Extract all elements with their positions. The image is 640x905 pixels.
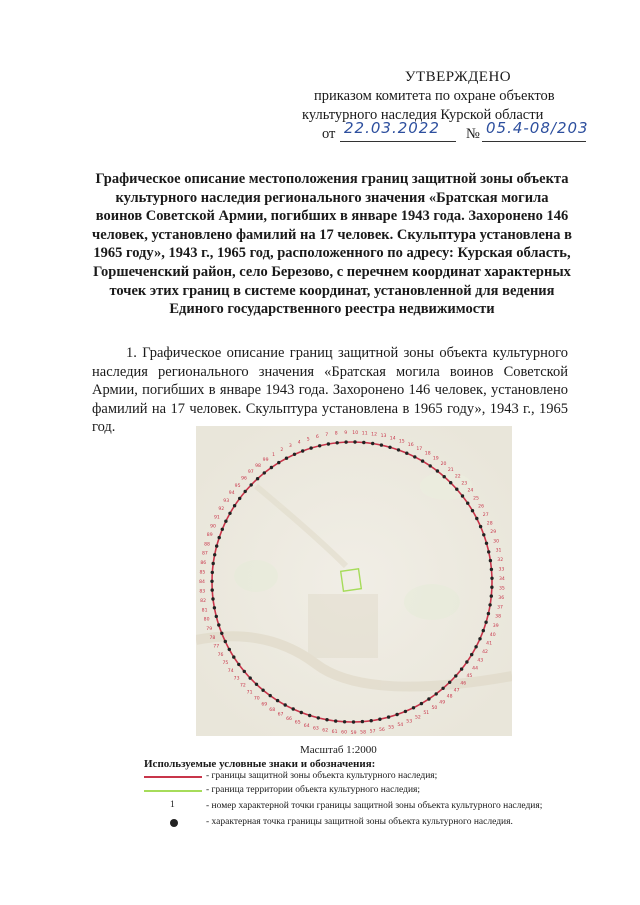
boundary-point <box>482 629 485 632</box>
boundary-point <box>475 517 478 520</box>
boundary-point <box>404 710 407 713</box>
boundary-point-number: 33 <box>498 567 505 573</box>
boundary-point-number: 18 <box>424 451 431 457</box>
boundary-point-number: 5 <box>306 437 310 443</box>
boundary-point-number: 26 <box>478 504 485 510</box>
boundary-point <box>413 455 416 458</box>
boundary-point <box>429 464 432 467</box>
boundary-point <box>490 568 493 571</box>
legend-item-boundary <box>144 770 564 784</box>
boundary-point <box>461 494 464 497</box>
section-1-paragraph <box>92 344 568 440</box>
boundary-point <box>427 697 430 700</box>
boundary-point-number: 46 <box>460 681 467 687</box>
boundary-point-number: 7 <box>325 432 329 438</box>
boundary-point-number: 34 <box>498 576 505 582</box>
boundary-point <box>211 588 214 591</box>
boundary-point-number: 48 <box>446 694 453 700</box>
boundary-point <box>233 504 236 507</box>
approval-line-2: культурного наследия Курской области <box>302 107 544 123</box>
boundary-point-number: 13 <box>380 434 387 440</box>
boundary-point <box>489 559 492 562</box>
boundary-point-number: 42 <box>482 650 488 656</box>
boundary-point <box>244 490 247 493</box>
legend-text-boundary: - границы защитной зоны объекта культурного наследия; <box>206 771 438 781</box>
boundary-point <box>405 452 408 455</box>
boundary-point <box>261 689 264 692</box>
boundary-point-number: 57 <box>369 729 376 735</box>
boundary-point <box>441 687 444 690</box>
boundary-point <box>460 667 463 670</box>
boundary-point <box>470 653 473 656</box>
number-label: № <box>466 126 480 142</box>
boundary-point-number: 22 <box>454 474 461 480</box>
boundary-point <box>301 449 304 452</box>
boundary-point <box>277 461 280 464</box>
approval-order-row <box>300 119 590 145</box>
boundary-point-number: 67 <box>277 712 284 718</box>
approval-line-1: приказом комитета по охране объектов <box>314 88 555 104</box>
boundary-point <box>352 720 355 723</box>
boundary-point <box>484 621 487 624</box>
boundary-point <box>263 471 266 474</box>
boundary-point-number: 25 <box>473 496 479 502</box>
boundary-point-number: 59 <box>350 730 357 736</box>
approval-block <box>300 68 590 145</box>
boundary-point <box>232 655 235 658</box>
boundary-point-number: 15 <box>398 439 405 445</box>
boundary-point <box>309 446 312 449</box>
boundary-point-number: 37 <box>497 605 503 611</box>
boundary-point-number: 91 <box>213 515 220 521</box>
boundary-point-number: 79 <box>206 626 213 632</box>
boundary-point <box>224 640 227 643</box>
boundary-point-number: 10 <box>352 430 359 436</box>
boundary-point-number: 43 <box>477 658 484 664</box>
boundary-point <box>238 497 241 500</box>
boundary-point-number: 39 <box>492 623 499 629</box>
boundary-point <box>215 544 218 547</box>
boundary-point <box>269 694 272 697</box>
boundary-point <box>237 663 240 666</box>
boundary-point-number: 14 <box>389 436 396 442</box>
boundary-point <box>249 676 252 679</box>
boundary-point-number: 76 <box>217 653 224 658</box>
boundary-point-number: 78 <box>209 635 216 641</box>
boundary-point <box>343 720 346 723</box>
boundary-point-number: 60 <box>341 730 348 736</box>
boundary-point <box>395 713 398 716</box>
boundary-point-number: 70 <box>253 696 260 702</box>
boundary-point-number: 41 <box>486 641 493 647</box>
boundary-map <box>196 426 512 736</box>
boundary-point <box>488 603 491 606</box>
map-scale: Масштаб 1:2000 <box>300 744 377 756</box>
boundary-point <box>412 706 415 709</box>
boundary-point-number: 99 <box>262 458 269 464</box>
boundary-point-number: 28 <box>486 521 493 527</box>
boundary-point-number: 90 <box>210 524 216 530</box>
boundary-point <box>435 692 438 695</box>
boundary-point <box>215 615 218 618</box>
boundary-point <box>353 440 356 443</box>
boundary-point-number: 47 <box>453 688 460 694</box>
boundary-point <box>224 520 227 523</box>
boundary-point-number: 38 <box>495 614 502 620</box>
order-date: 22.03.2022 <box>344 119 440 137</box>
boundary-point-number: 8 <box>334 431 338 437</box>
boundary-point <box>371 442 374 445</box>
from-label: от <box>322 126 336 142</box>
boundary-point <box>308 714 311 717</box>
boundary-point <box>218 536 221 539</box>
boundary-point <box>293 453 296 456</box>
boundary-point <box>387 715 390 718</box>
section-1-text: 1. Графическое описание границ защитной зоны объекта культурного наследия регионального значения «Братская могила воинов Советской Армии, погибших в январе 1943 года. Захоронено 146 человек, установлено фамилий на 17 человек. Скульптура установлена в 1965 году», 1943 г., 1965 год. <box>92 345 568 436</box>
boundary-point <box>421 459 424 462</box>
order-number: 05.4-08/203 <box>486 119 589 137</box>
legend-text-territory: - граница территории объекта культурного наследия; <box>206 785 421 795</box>
legend-item-dot <box>144 816 564 830</box>
boundary-point-number: 95 <box>234 483 241 489</box>
boundary-point-number: 64 <box>303 723 310 729</box>
boundary-point-number: 82 <box>200 599 207 604</box>
boundary-point <box>436 469 439 472</box>
boundary-point-number: 44 <box>472 666 479 672</box>
boundary-point-number: 92 <box>218 507 225 513</box>
green-line-symbol <box>144 790 202 792</box>
boundary-point <box>380 443 383 446</box>
boundary-point-number: 23 <box>461 481 468 487</box>
boundary-point <box>443 475 446 478</box>
approval-heading: УТВЕРЖДЕНО <box>404 69 512 85</box>
red-line-symbol <box>144 776 202 778</box>
boundary-point-number: 62 <box>322 728 329 734</box>
boundary-point-number: 73 <box>233 676 240 682</box>
legend-item-number <box>144 800 564 814</box>
boundary-point-number: 71 <box>246 690 253 696</box>
boundary-point <box>466 502 469 505</box>
boundary-point <box>217 623 220 626</box>
number-underline <box>482 141 586 142</box>
boundary-point-number: 68 <box>269 707 276 713</box>
point-number-symbol: 1 <box>170 800 175 810</box>
boundary-point <box>292 707 295 710</box>
boundary-point <box>213 606 216 609</box>
boundary-point-number: 56 <box>378 727 385 733</box>
boundary-point <box>370 719 373 722</box>
boundary-point <box>228 648 231 651</box>
boundary-point-number: 72 <box>239 683 246 689</box>
boundary-point-number: 63 <box>312 726 319 732</box>
boundary-point-number: 16 <box>407 442 414 448</box>
legend-item-territory <box>144 784 564 798</box>
boundary-point <box>334 719 337 722</box>
boundary-point-number: 6 <box>315 434 319 440</box>
boundary-point-number: 50 <box>431 706 438 712</box>
legend-text-dot: - характерная точка границы защитной зоны объекта культурного наследия. <box>206 817 513 827</box>
boundary-point-number: 52 <box>414 715 421 721</box>
boundary-point-number: 53 <box>406 719 413 725</box>
boundary-point-number: 2 <box>280 448 284 454</box>
boundary-point-number: 93 <box>223 499 230 504</box>
boundary-point-number: 3 <box>288 444 292 449</box>
boundary-point-number: 61 <box>331 729 338 735</box>
boundary-point-number: 24 <box>467 488 474 494</box>
boundary-point <box>490 577 493 580</box>
boundary-point-number: 21 <box>447 468 454 473</box>
boundary-point-number: 11 <box>361 431 368 437</box>
boundary-point <box>378 718 381 721</box>
boundary-point-number: 1 <box>272 452 276 458</box>
boundary-point <box>211 597 214 600</box>
boundary-point <box>318 444 321 447</box>
boundary-point <box>221 528 224 531</box>
boundary-point-number: 29 <box>490 530 497 536</box>
boundary-point <box>490 586 493 589</box>
boundary-point <box>256 477 259 480</box>
boundary-point <box>487 612 490 615</box>
boundary-point-number: 97 <box>247 470 254 476</box>
boundary-point-number: 66 <box>286 716 292 722</box>
boundary-point-number: 12 <box>371 432 378 438</box>
boundary-point-number: 85 <box>199 570 206 576</box>
point-dot-symbol <box>170 819 178 827</box>
boundary-point <box>482 533 485 536</box>
boundary-point-number: 32 <box>497 557 504 563</box>
boundary-point-number: 20 <box>440 461 447 467</box>
boundary-point-number: 74 <box>227 669 234 675</box>
boundary-point-number: 49 <box>439 700 446 706</box>
boundary-point-number: 51 <box>423 711 430 717</box>
boundary-point-number: 80 <box>203 617 210 623</box>
boundary-point-number: 84 <box>199 580 205 585</box>
boundary-point <box>250 483 253 486</box>
boundary-point <box>487 550 490 553</box>
boundary-point <box>388 446 391 449</box>
boundary-point <box>478 637 481 640</box>
boundary-point <box>474 645 477 648</box>
boundary-point <box>285 457 288 460</box>
boundary-point-number: 98 <box>255 463 261 469</box>
boundary-point-number: 69 <box>261 702 268 708</box>
boundary-point-number: 75 <box>222 661 229 667</box>
boundary-point-number: 83 <box>199 589 206 595</box>
boundary-point <box>213 553 216 556</box>
legend-title: Используемые условные знаки и обозначения: <box>144 758 376 770</box>
boundary-point-number: 30 <box>493 539 500 545</box>
boundary-point <box>336 441 339 444</box>
boundary-point <box>361 720 364 723</box>
boundary-point <box>210 580 213 583</box>
boundary-point-number: 31 <box>495 548 502 554</box>
boundary-point-number: 54 <box>397 722 404 728</box>
boundary-point <box>420 702 423 705</box>
boundary-point-number: 4 <box>297 440 301 446</box>
boundary-point-number: 81 <box>201 608 208 614</box>
boundary-point <box>243 670 246 673</box>
boundary-point-number: 9 <box>344 430 348 436</box>
boundary-point <box>344 440 347 443</box>
boundary-point <box>325 718 328 721</box>
boundary-point-number: 77 <box>213 644 220 650</box>
boundary-point-number: 27 <box>482 512 489 518</box>
boundary-point <box>454 674 457 677</box>
boundary-point <box>220 632 223 635</box>
boundary-point <box>212 562 215 565</box>
boundary-point <box>255 683 258 686</box>
boundary-point-number: 19 <box>432 456 439 462</box>
boundary-point-number: 89 <box>206 533 213 539</box>
boundary-point <box>211 571 214 574</box>
boundary-point <box>471 509 474 512</box>
boundary-point-number: 58 <box>360 730 367 736</box>
date-underline <box>340 141 456 142</box>
boundary-point <box>485 542 488 545</box>
boundary-point-number: 36 <box>498 595 505 601</box>
boundary-point-number: 86 <box>200 561 207 566</box>
boundary-point-number: 45 <box>466 674 473 680</box>
boundary-point <box>455 488 458 491</box>
boundary-point <box>479 525 482 528</box>
boundary-point <box>300 711 303 714</box>
boundary-point <box>284 703 287 706</box>
document-title: Графическое описание местоположения границ защитной зоны объекта культурного наследия регионального значения «Братская могила воинов Советской Армии, погибших в январе 1943 года. Захоронено 146 человек, установлено фамилий на 17 человек. Скульптура установлена в 1965 году», 1943 г., 1965 год, расположенного по адресу: Курская область, Горшеченский район, село Березово, с перечнем координат характерных точек этих границ в системе координат, установленной для ведения Единого государственного реестра недвижимости <box>92 171 572 318</box>
boundary-point-number: 65 <box>294 720 301 726</box>
boundary-point-number: 94 <box>228 491 235 497</box>
boundary-point <box>362 441 365 444</box>
boundary-point <box>317 716 320 719</box>
boundary-point <box>448 681 451 684</box>
boundary-point <box>228 512 231 515</box>
boundary-point-number: 40 <box>489 632 496 638</box>
boundary-point <box>490 594 493 597</box>
boundary-point-number: 87 <box>201 551 208 557</box>
legend-text-number: - номер характерной точки границы защитной зоны объекта культурного наследия; <box>206 801 543 811</box>
boundary-point <box>449 481 452 484</box>
boundary-point <box>276 699 279 702</box>
boundary-point <box>327 442 330 445</box>
boundary-point <box>465 660 468 663</box>
boundary-point-number: 35 <box>498 586 505 592</box>
boundary-point <box>270 466 273 469</box>
boundary-point-number: 88 <box>204 542 210 548</box>
boundary-point-number: 55 <box>388 725 395 731</box>
boundary-point-number: 17 <box>416 446 423 452</box>
boundary-point <box>397 448 400 451</box>
boundary-point-number: 96 <box>241 476 247 482</box>
